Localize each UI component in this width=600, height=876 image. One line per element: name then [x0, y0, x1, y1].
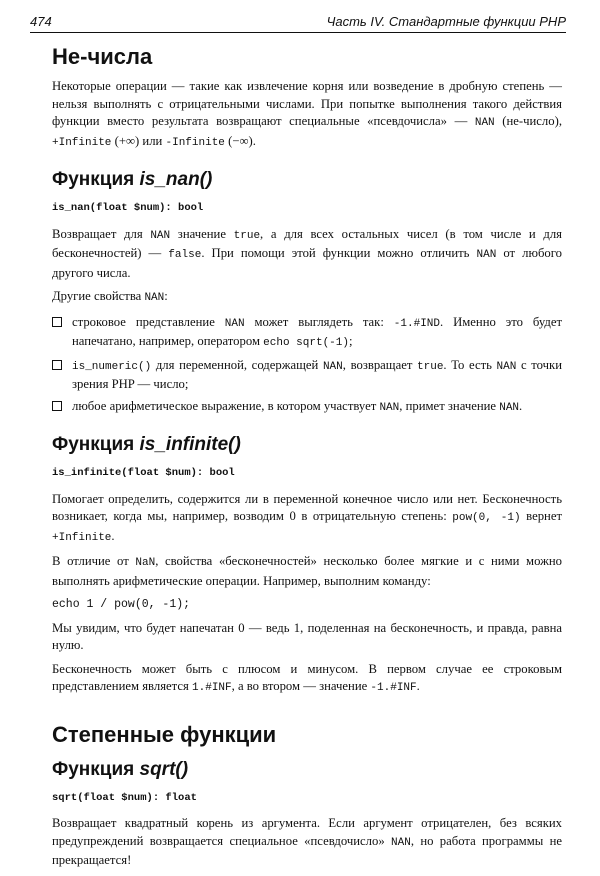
infinity-result-paragraph: Мы увидим, что будет напечатан 0 — ведь 1, поделенная на бесконечность, и правда, равна нулю.	[52, 620, 562, 652]
signature-sqrt: sqrt(float $num): float	[52, 791, 197, 804]
list-item: строковое представление NAN может выглядеть так: -1.#IND. Именно это будет напечатано, например, оператором echo sqrt(-1);	[52, 314, 562, 353]
list-item: is_numeric() для переменной, содержащей NAN, возвращает true. То есть NAN с точки зрения PHP — число;	[52, 357, 562, 394]
heading-is-nan: Функция is_nan()	[52, 169, 213, 190]
running-title: Часть IV. Стандартные функции PHP	[326, 14, 566, 29]
page-number: 474	[30, 14, 52, 29]
is-nan-description: Возвращает для NAN значение true, а для всех остальных чисел (в том числе и для бесконечностей) — false. При помощи этой функции можно отличить NAN от любого другого числа.	[52, 226, 563, 280]
section-title-power: Степенные функции	[52, 721, 277, 747]
heading-sqrt: Функция sqrt()	[52, 758, 189, 780]
checkbox-bullet-icon	[52, 317, 62, 327]
sqrt-description: Возвращает квадратный корень из аргумента. Если аргумент отрицателен, без всяких предупреждений возвращается специальное «псевдочисло» NAN, но работа программы не прекращается!	[52, 816, 562, 867]
nan-properties-intro: Другие свойства NAN:	[52, 289, 168, 304]
checkbox-bullet-icon	[52, 360, 62, 370]
infinity-sign-paragraph: Бесконечность может быть с плюсом и минусом. В первом случае ее строковым представлением является 1.#INF, а во втором — значение -1.#INF.	[52, 661, 562, 694]
nan-properties-list	[52, 314, 562, 418]
signature-is-nan: is_nan(float $num): bool	[52, 202, 204, 214]
code-example: echo 1 / pow(0, -1);	[52, 598, 191, 611]
section-title-nan: Не-числа	[52, 44, 153, 69]
running-header	[30, 14, 566, 33]
nan-intro-paragraph: Некоторые операции — такие как извлечение корня или возведение в дробную степень — нельзя выполнять с отрицательными числами. При попытке выполнения такого действия функции вместо результата возвращают специальные «псевдочисла» — NAN (не-число), +Infinite (+∞) или -Infinite (−∞).	[52, 79, 562, 149]
page-content	[52, 44, 562, 876]
checkbox-bullet-icon	[52, 401, 62, 411]
heading-is-infinite: Функция is_infinite()	[52, 434, 241, 455]
infinity-properties-paragraph: В отличие от NaN, свойства «бесконечностей» несколько более мягкие и с ними можно выполнять арифметические операции. Например, выполним команду:	[52, 554, 562, 588]
list-item: любое арифметическое выражение, в котором участвует NAN, примет значение NAN.	[52, 398, 562, 418]
signature-is-infinite: is_infinite(float $num): bool	[52, 467, 235, 479]
is-infinite-description: Помогает определить, содержится ли в переменной конечное число или нет. Бесконечность возникает, когда мы, например, возводим 0 в отрицательную степень: pow(0, -1) вернет +Infinite.	[52, 491, 563, 544]
